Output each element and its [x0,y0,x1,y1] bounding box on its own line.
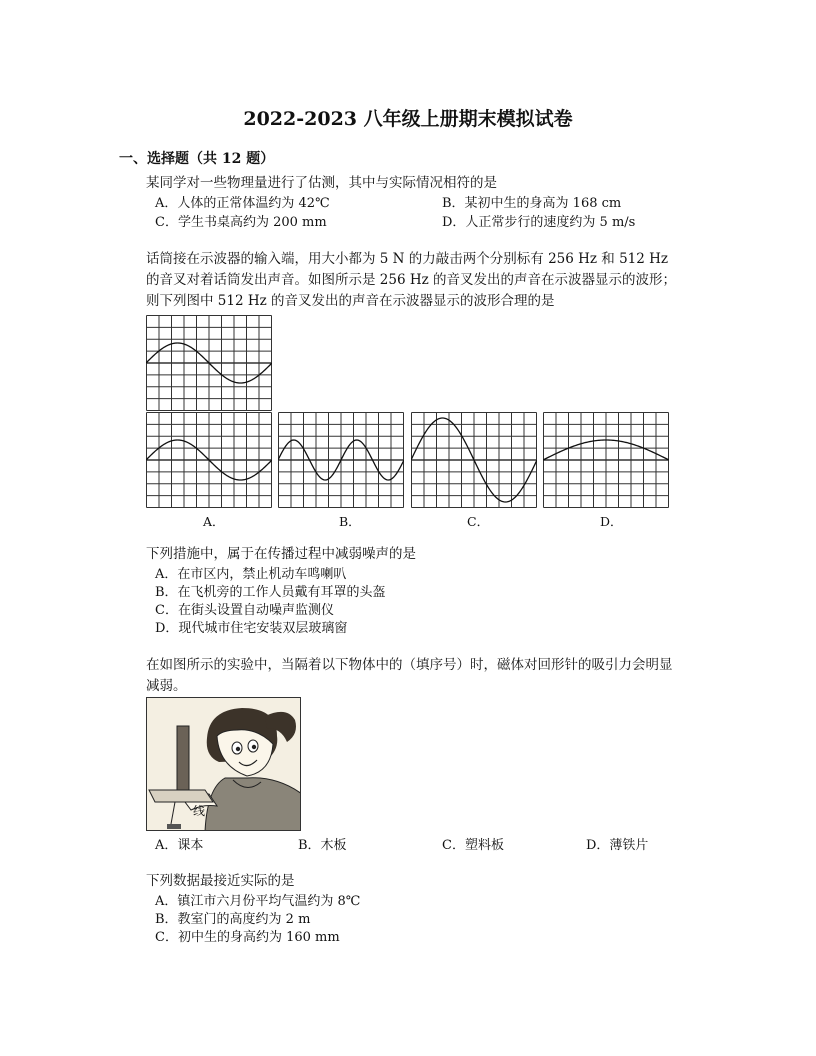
waveform-label-c: C． [467,514,490,529]
waveform-option-d[interactable] [543,412,669,508]
q1-option-c[interactable]: C．学生书桌高约为 200 mm [155,215,327,230]
waveform-label-b: B． [339,514,361,529]
waveform-option-c[interactable] [411,412,537,508]
q1-option-b[interactable]: B．某初中生的身高为 168 cm [442,196,622,211]
q4-option-b[interactable]: B．木板 [298,838,347,853]
q3-option-d[interactable]: D．现代城市住宅安装双层玻璃窗 [155,621,348,636]
q4-stem-line1: 在如图所示的实验中，当隔着以下物体中的（填序号）时，磁体对回形针的吸引力会明显 [146,657,673,673]
q4-option-d[interactable]: D．薄铁片 [586,838,649,853]
waveform-option-b[interactable] [278,412,404,508]
q2-stem-line2: 的音叉对着话筒发出声音。如图所示是 256 Hz 的音叉发出的声音在示波器显示的波形； [146,272,677,288]
page-title: 2022-2023 八年级上册期末模拟试卷 [243,108,573,130]
q3-option-c[interactable]: C．在街头设置自动噪声监测仪 [155,603,334,618]
q5-option-c[interactable]: C．初中生的身高约为 160 mm [155,930,340,945]
section-heading: 一、选择题（共 12 题） [119,151,275,167]
q1-option-d[interactable]: D．人正常步行的速度约为 5 m/s [442,215,636,230]
q1-stem: 某同学对一些物理量进行了估测，其中与实际情况相符的是 [146,175,497,191]
thread-label: 线 [193,804,206,818]
q3-option-a[interactable]: A．在市区内，禁止机动车鸣喇叭 [155,567,347,582]
magnet-experiment-illustration [146,697,301,831]
q4-option-a[interactable]: A．课本 [155,838,204,853]
q5-option-a[interactable]: A．镇江市六月份平均气温约为 8℃ [155,894,361,909]
q3-stem: 下列措施中，属于在传播过程中减弱噪声的是 [146,546,416,562]
q2-stem-line3: 则下列图中 512 Hz 的音叉发出的声音在示波器显示的波形合理的是 [146,293,555,309]
q2-stem-line1: 话筒接在示波器的输入端，用大小都为 5 N 的力敲击两个分别标有 256 Hz 和 512 Hz [146,251,669,267]
q4-option-c[interactable]: C．塑料板 [442,838,504,853]
reference-waveform-grid [146,315,272,411]
q1-option-a[interactable]: A．人体的正常体温约为 42℃ [155,196,330,211]
q5-option-b[interactable]: B．教室门的高度约为 2 m [155,912,311,927]
girl-with-magnet-image [147,698,301,831]
q3-option-b[interactable]: B．在飞机旁的工作人员戴有耳罩的头盔 [155,585,386,600]
waveform-option-a[interactable] [146,412,272,508]
waveform-label-d: D． [600,514,623,529]
q4-stem-line2: 减弱。 [146,678,187,694]
q5-stem: 下列数据最接近实际的是 [146,873,295,889]
waveform-label-a: A． [203,514,225,529]
